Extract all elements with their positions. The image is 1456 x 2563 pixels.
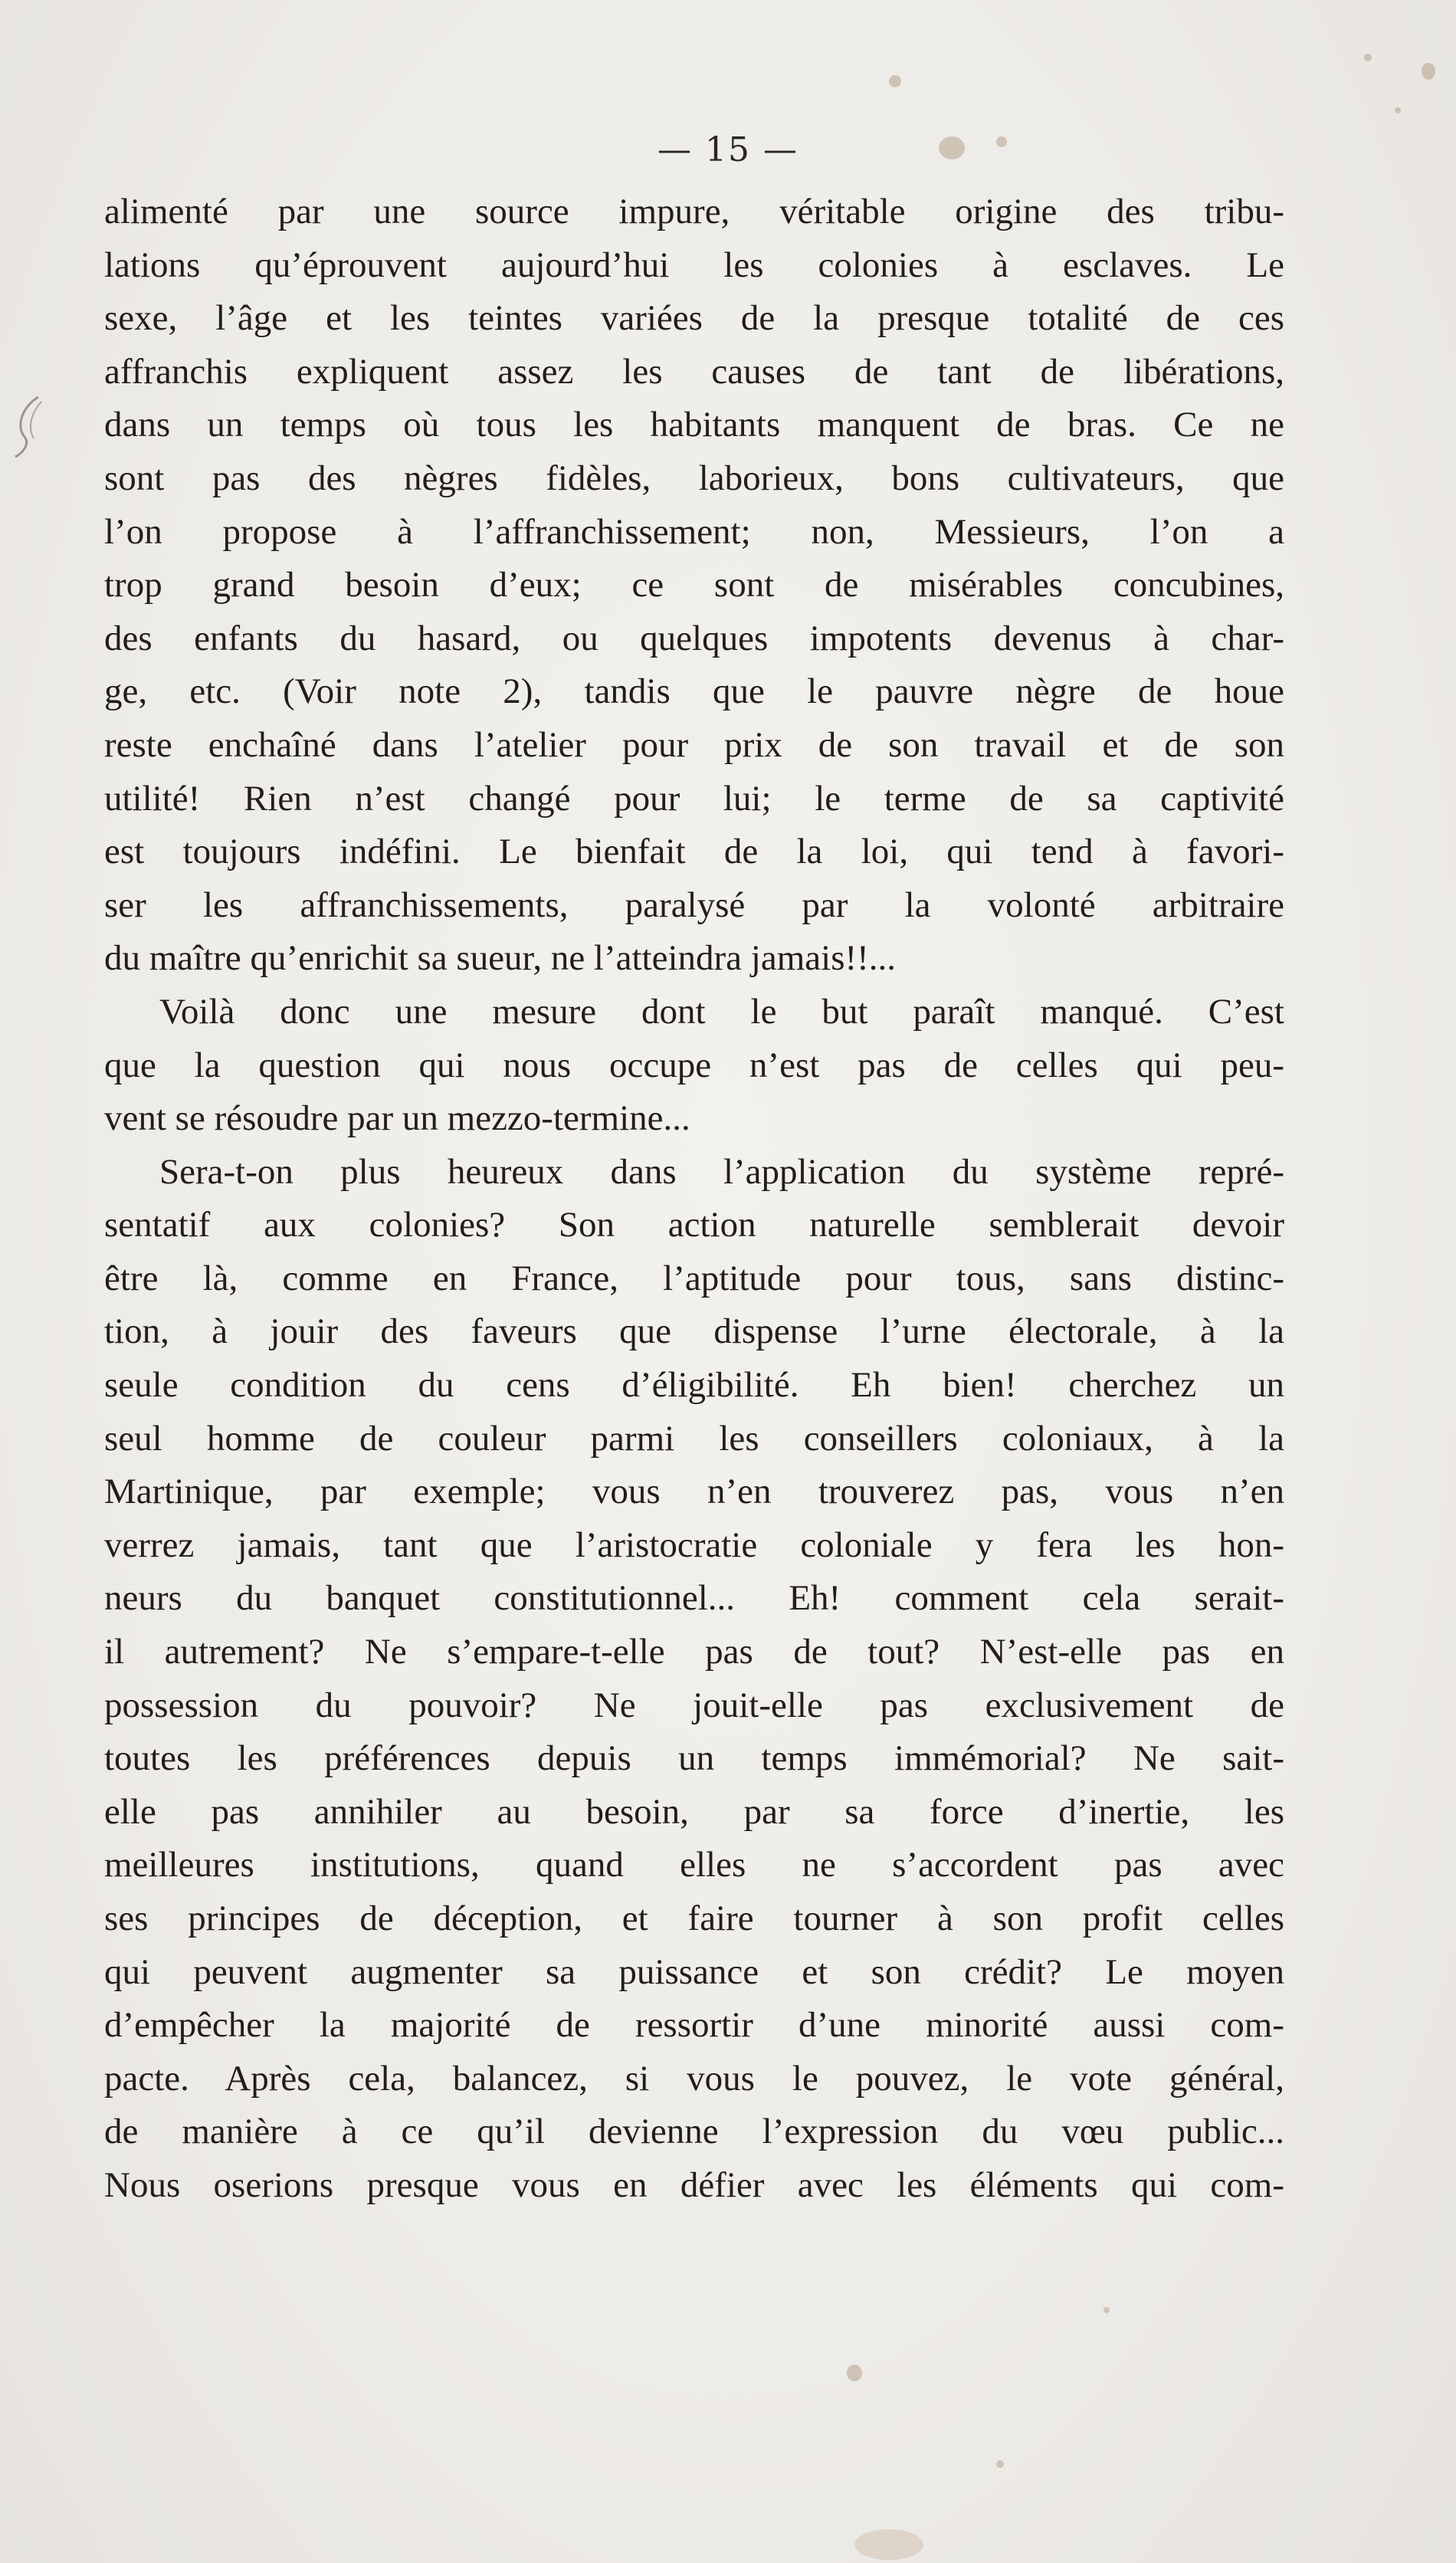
paper-stain [1422, 63, 1435, 80]
text-line: seul homme de couleur parmi les conseillers coloniaux, à la [104, 1418, 1284, 1459]
page-number: — 15 — [657, 130, 799, 169]
text-line: d’empêcher la majorité de ressortir d’une minorité aussi com- [104, 2005, 1284, 2046]
text-line: qui peuvent augmenter sa puissance et son crédit? Le moyen [104, 1951, 1284, 1992]
text-line: elle pas annihiler au besoin, par sa force d’inertie, les [104, 1791, 1284, 1832]
text-line: être là, comme en France, l’aptitude pour tous, sans distinc- [104, 1258, 1284, 1298]
text-line: est toujours indéfini. Le bienfait de la loi, qui tend à favori- [104, 832, 1284, 872]
text-line: l’on propose à l’affranchissement; non, Messieurs, l’on a [104, 511, 1284, 552]
text-line: Voilà donc une mesure dont le but paraît manqué. C’est [159, 991, 1284, 1032]
text-line: affranchis expliquent assez les causes de tant de libérations, [104, 351, 1284, 392]
text-line: tion, à jouir des faveurs que dispense l’urne électorale, à la [104, 1311, 1284, 1352]
text-line: que la question qui nous occupe n’est pas de celles qui peu- [104, 1045, 1284, 1085]
text-line: reste enchaîné dans l’atelier pour prix de son travail et de son [104, 724, 1284, 765]
text-line: du maître qu’enrichit sa sueur, ne l’atteindra jamais!!... [104, 938, 897, 979]
text-line: verrez jamais, tant que l’aristocratie coloniale y fera les hon- [104, 1524, 1284, 1565]
paragraph [104, 986, 1284, 1146]
paper-stain [1103, 2307, 1110, 2313]
text-line: dans un temps où tous les habitants manquent de bras. Ce ne [104, 405, 1284, 445]
paragraph [104, 185, 1284, 986]
text-line: vent se résoudre par un mezzo-termine... [104, 1098, 690, 1139]
paper-stain [854, 2529, 923, 2560]
text-line: sentatif aux colonies? Son action naturelle semblerait devoir [104, 1205, 1284, 1245]
paper-stain [889, 75, 901, 87]
text-line: toutes les préférences depuis un temps immémorial? Ne sait- [104, 1738, 1284, 1779]
text-line: neurs du banquet constitutionnel... Eh! comment cela serait- [104, 1578, 1284, 1619]
text-line: Martinique, par exemple; vous n’en trouverez pas, vous n’en [104, 1472, 1284, 1512]
text-line: meilleures institutions, quand elles ne s’accordent pas avec [104, 1845, 1284, 1885]
paper-stain [1395, 107, 1401, 113]
text-line: seule condition du cens d’éligibilité. Eh bien! cherchez un [104, 1365, 1284, 1406]
text-line: Nous oserions presque vous en défier avec les éléments qui com- [104, 2164, 1284, 2205]
text-line: sexe, l’âge et les teintes variées de la presque totalité de ces [104, 298, 1284, 339]
text-line: des enfants du hasard, ou quelques impotents devenus à char- [104, 618, 1284, 658]
paper-stain [996, 2460, 1004, 2468]
text-line: utilité! Rien n’est changé pour lui; le terme de sa captivité [104, 778, 1284, 819]
margin-pencil-mark [8, 391, 54, 460]
text-line: alimenté par une source impure, véritable origine des tribu- [104, 192, 1284, 231]
text-line: il autrement? Ne s’empare-t-elle pas de tout? N’est-elle pas en [104, 1632, 1284, 1672]
paper-stain [1364, 54, 1372, 61]
text-line: possession du pouvoir? Ne jouit-elle pas exclusivement de [104, 1685, 1284, 1725]
paragraph [104, 1146, 1284, 2213]
text-line: pacte. Après cela, balancez, si vous le pouvez, le vote général, [104, 2058, 1284, 2099]
text-line: trop grand besoin d’eux; ce sont de misérables concubines, [104, 565, 1284, 605]
text-line: ser les affranchissements, paralysé par la volonté arbitraire [104, 884, 1284, 925]
text-line: ge, etc. (Voir note 2), tandis que le pauvre nègre de houe [104, 671, 1284, 712]
paper-stain [847, 2364, 862, 2381]
text-line: Sera-t-on plus heureux dans l’application du système repré- [159, 1151, 1284, 1192]
body-text [104, 185, 1284, 2213]
text-line: ses principes de déception, et faire tourner à son profit celles [104, 1898, 1284, 1938]
text-line: de manière à ce qu’il devienne l’expression du vœu public... [104, 2112, 1284, 2152]
text-line: lations qu’éprouvent aujourd’hui les colonies à esclaves. Le [104, 244, 1284, 285]
text-line: sont pas des nègres fidèles, laborieux, bons cultivateurs, que [104, 458, 1284, 498]
